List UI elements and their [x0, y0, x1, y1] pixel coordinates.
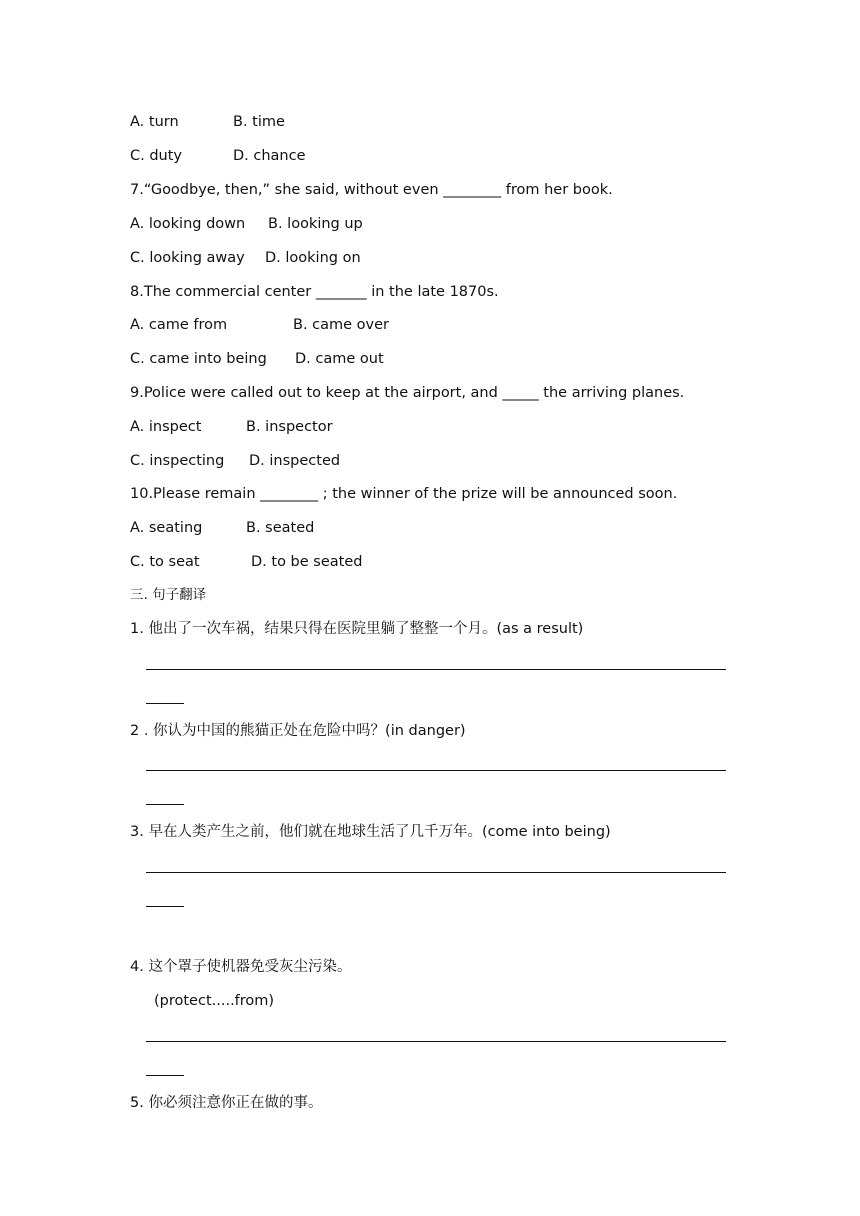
translation-item-5: 5. 你必须注意你正在做的事。	[130, 1095, 323, 1111]
question-9-stem: 9.Police were called out to keep at the airport, and _____ the arriving planes.	[130, 385, 685, 401]
option-c: C. duty	[130, 148, 183, 164]
option-b: B. looking up	[268, 216, 363, 232]
option-row	[130, 417, 333, 437]
answer-line	[146, 770, 726, 771]
translation-item-2: 2 . 你认为中国的熊猫正处在危险中吗？(in danger)	[130, 723, 466, 739]
option-a: A. turn	[130, 114, 179, 130]
option-a: A. came from	[130, 317, 228, 333]
option-row	[130, 146, 306, 166]
translation-item-3: 3. 早在人类产生之前，他们就在地球生活了几千万年。(come into being)	[130, 824, 611, 840]
option-c: C. looking away	[130, 250, 245, 266]
answer-line	[146, 669, 726, 670]
option-d: D. inspected	[249, 453, 341, 469]
option-d: D. came out	[295, 351, 384, 367]
question-10-stem: 10.Please remain ________ ; the winner of the prize will be announced soon.	[130, 486, 678, 502]
answer-line	[146, 872, 726, 873]
option-b: B. seated	[246, 520, 315, 536]
option-row	[130, 315, 390, 335]
answer-line-tail	[146, 804, 184, 805]
option-row	[130, 518, 315, 538]
option-c: C. to seat	[130, 554, 200, 570]
option-c: C. inspecting	[130, 453, 225, 469]
option-row	[130, 248, 361, 268]
question-7-stem: 7.“Goodbye, then,” she said, without even ________ from her book.	[130, 182, 613, 198]
translation-hint: (protect.....from)	[154, 993, 275, 1009]
option-row	[130, 552, 363, 572]
option-row	[130, 451, 341, 471]
option-d: D. to be seated	[251, 554, 363, 570]
section-heading: 三. 句子翻译	[130, 587, 207, 603]
option-row	[130, 214, 363, 234]
option-b: B. came over	[293, 317, 390, 333]
option-d: D. chance	[233, 148, 306, 164]
question-8-stem: 8.The commercial center _______ in the late 1870s.	[130, 284, 499, 300]
answer-line-tail	[146, 906, 184, 907]
option-row	[130, 112, 285, 132]
translation-item-4: 4. 这个罩子使机器免受灰尘污染。	[130, 959, 352, 975]
translation-item-1: 1. 他出了一次车祸，结果只得在医院里躺了整整一个月。(as a result)	[130, 621, 584, 637]
option-a: A. looking down	[130, 216, 246, 232]
answer-line-tail	[146, 703, 184, 704]
option-a: A. seating	[130, 520, 203, 536]
option-c: C. came into being	[130, 351, 267, 367]
option-row	[130, 349, 384, 369]
option-b: B. time	[233, 114, 285, 130]
option-d: D. looking on	[265, 250, 361, 266]
option-b: B. inspector	[246, 419, 333, 435]
answer-line	[146, 1041, 726, 1042]
answer-line-tail	[146, 1075, 184, 1076]
option-a: A. inspect	[130, 419, 202, 435]
